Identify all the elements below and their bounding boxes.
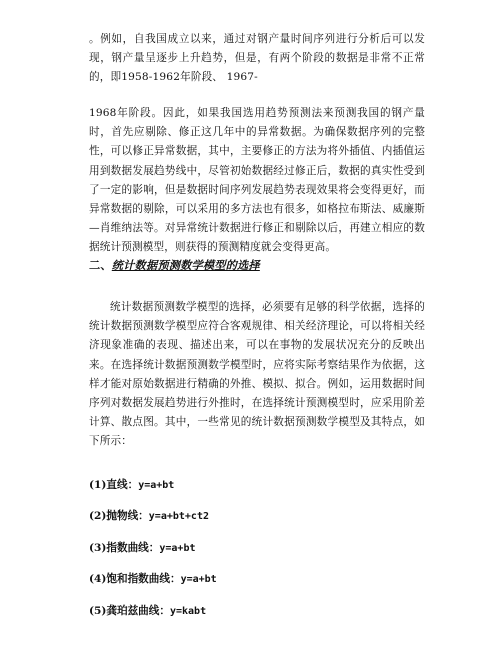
formula-expression: y=a+bt	[159, 543, 196, 554]
formula-label: (1)直线：	[89, 479, 139, 491]
formula-linear	[89, 477, 174, 492]
formula-label: (4)饱和指数曲线：	[89, 573, 181, 585]
formula-parabola	[89, 508, 209, 523]
formula-expression: y=kabt	[169, 606, 207, 617]
section-heading	[89, 257, 260, 273]
formula-saturated-exponential	[89, 571, 217, 586]
formula-exponential	[89, 540, 196, 555]
section-title: 统计数据预测数学模型的选择	[111, 258, 260, 272]
formula-expression: y=a+bt	[138, 480, 175, 491]
formula-label: (5)龚珀兹曲线：	[89, 605, 170, 617]
section-number: 二、	[89, 258, 112, 272]
formula-label: (2)抛物线：	[89, 510, 149, 522]
formula-expression: y=a+bt+ct2	[148, 511, 209, 522]
formula-gompertz	[89, 603, 206, 618]
paragraph-outlier-correction: 1968年阶段。因此，如果我国选用趋势预测法来预测我国的钢产量时，首先应剔除、修正这几年中的异常数据。为确保数据序列的完整性，可以修正异常数据，其中，主要修正的方法为将外插值、内插值运用到数据发展趋势线中，尽管初始数据经过修正后，数据的真实性受到了一定的影响，但是数据时间序列发展趋势表现效果将会变得更好，而异常数据的剔除，可以采用的多方法也有很多，如格拉布斯法、威廉斯—肖维纳法等。对异常统计数据进行修正和剔除以后，再建立相应的数据统计预测模型，则获得的预测精度就会变得更高。	[89, 107, 425, 254]
paragraph-steel-output-example: 。例如，自我国成立以来，通过对钢产量时间序列进行分析后可以发现，钢产量呈逐步上升趋势，但是，有两个阶段的数据是非常不正常的，即1958-1962年阶段、 1967-	[89, 33, 425, 84]
formula-label: (3)指数曲线：	[89, 542, 160, 554]
formula-expression: y=a+bt	[180, 574, 217, 585]
paragraph-model-selection: 统计数据预测数学模型的选择，必须要有足够的科学依据，选择的统计数据预测数学模型应符合客观规律、相关经济理论，可以将相关经济现象准确的表现、描述出来，可以在事物的发展状况充分的反映出来。在选择统计数据预测数学模型时，应将实际考察结果作为依据，这样才能对原始数据进行精确的外推、模拟、拟合。例如，运用数据时间序列对数据发展趋势进行外推时，在选择统计预测模型时，应采用阶差计算、散点图。其中，一些常见的统计数据预测数学模型及其特点，如下所示：	[89, 301, 425, 448]
